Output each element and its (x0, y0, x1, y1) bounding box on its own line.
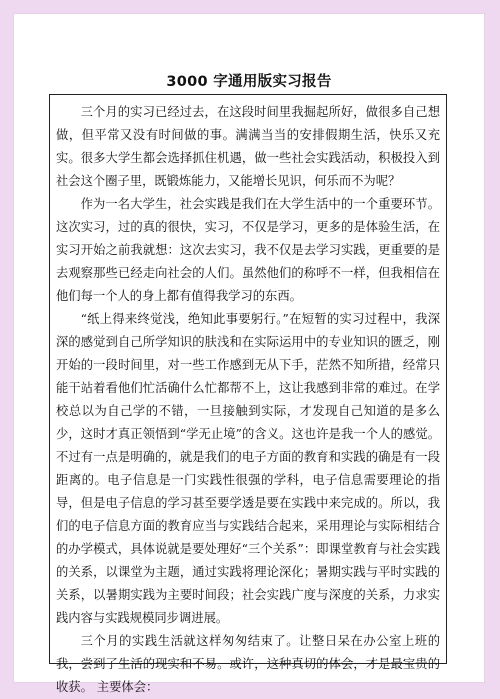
document-body (56, 101, 440, 699)
document-title: 3000 字通用版实习报告 (166, 74, 332, 90)
paragraph: “纸上得来终觉浅，绝知此事要躬行。”在短暂的实习过程中，我深深的感觉到自己所学知识的肤浅和在实际运用中的专业知识的匮乏，刚开始的一段时间里，对一些工作感到无从下手，茫然不知所措，经常只能干站着看他们忙活确什么忙都帮不上，这让我感到非常的难过。在学校总以为自己学的不错，一旦接触到实际，才发现自己知道的是多么少，这时才真正领悟到“学无止境”的含义。这也许是我一个人的感觉。不过有一点是明确的，就是我们的电子方面的教育和实践的确是有一段距离的。电子信息是一门实践性很强的学科，电子信息需要理论的指导，但是电子信息的学习甚至要学透是要在实践中来完成的。所以，我们的电子信息方面的教育应当与实践结合起来，采用理论与实际相结合的办学模式，具体说就是要处理好“三个关系”：即课堂教育与社会实践的关系，以课堂为主题，通过实践将理论深化；暑期实践与平时实践的关系，以暑期实践为主要时间段；社会实践广度与深度的关系，力求实践内容与实践规模同步调进展。 (56, 312, 440, 625)
document-page (14, 14, 484, 694)
paragraph: 作为一名大学生，社会实践是我们在大学生活中的一个重要环节。这次实习，过的真的很快，实习，不仅是学习，更多的是体验生活，在实习开始之前我就想：这次去实习，我不仅是去学习实践，更重要的是去观察那些已经走向社会的人们。虽然他们的称呼不一样，但我相信在他们每一个人的身上都有值得我学习的东西。 (56, 197, 440, 303)
paragraph: 三个月的实践生活就这样匆匆结束了。让整日呆在办公室上班的我，尝到了生活的现实和不易。或许，这种真切的体会，才是最宝贵的收获。 主要体会： (56, 634, 440, 694)
paragraph: 三个月的实习已经过去，在这段时间里我掘起所好，做很多自己想做，但平常又没有时间做的事。满满当当的安排假期生活，快乐又充实。很多大学生都会选择抓住机遇，做一些社会实践活动，积极投入到社会这个圈子里，既锻炼能力，又能增长见识，何乐而不为呢？ (56, 105, 440, 188)
